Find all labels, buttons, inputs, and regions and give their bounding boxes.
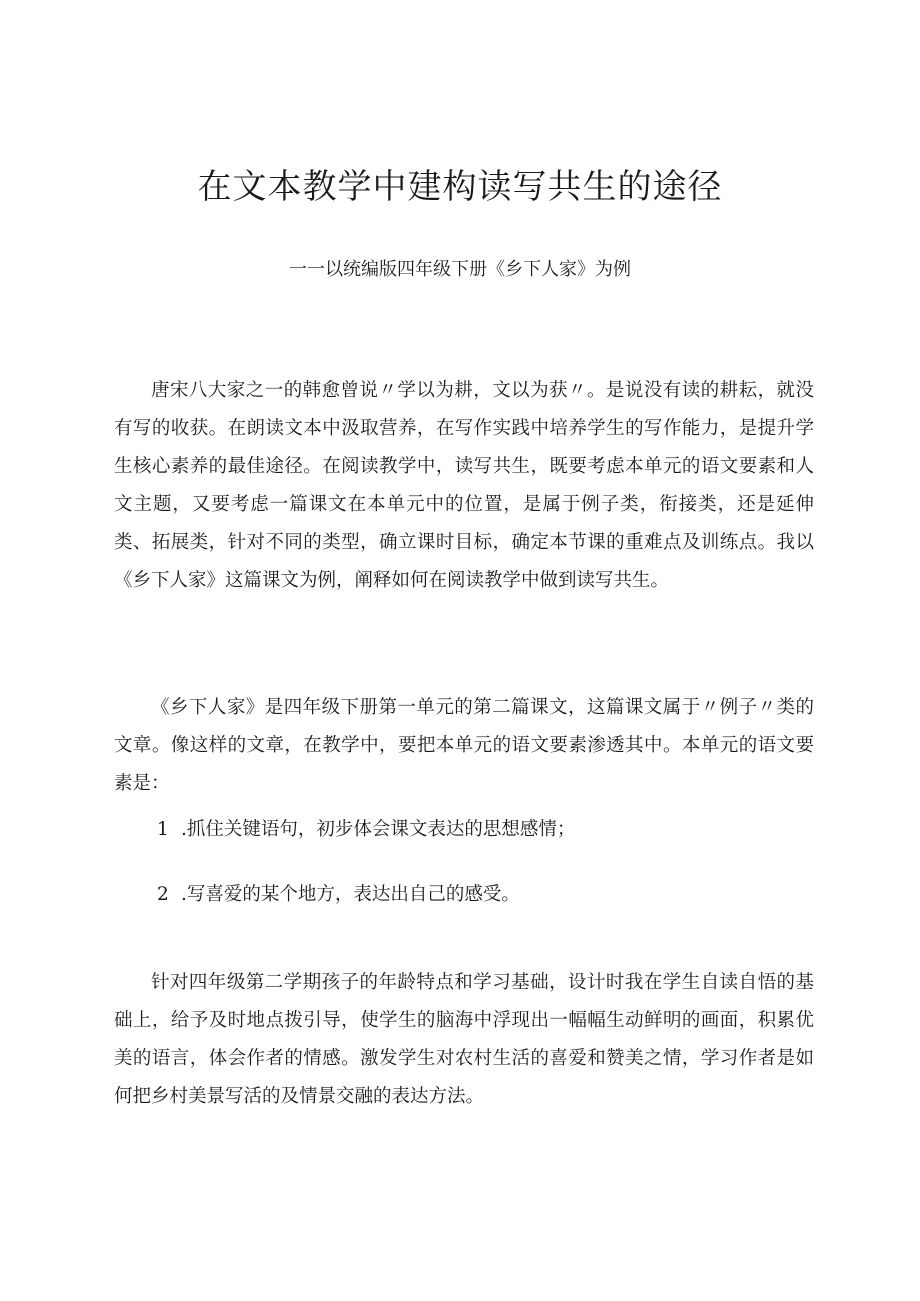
body-paragraph-3: 针对四年级第二学期孩子的年龄特点和学习基础，设计时我在学生自读自悟的基础上，给予及时地点拨引导，使学生的脑海中浮现出一幅幅生动鲜明的画面，积累优美的语言，体会作者的情感。激发学生对农村生活的喜爱和赞美之情，学习作者是如何把乡村美景写活的及情景交融的表达方法。 bbox=[114, 972, 814, 1107]
body-paragraph-1: 唐宋八大家之一的韩愈曾说〃学以为耕，文以为获〃。是说没有读的耕耘，就没有写的收获。在朗读文本中汲取营养，在写作实践中培养学生的写作能力，是提升学生核心素养的最佳途径。在阅读教学中，读写共生，既要考虑本单元的语文要素和人文主题，又要考虑一篇课文在本单元中的位置，是属于例子类，衔接类，还是延伸类、拓展类，针对不同的类型，确立课时目标，确定本节课的重难点及训练点。我以《乡下人家》这篇课文为例，阐释如何在阅读教学中做到读写共生。 bbox=[114, 380, 814, 591]
list-item bbox=[114, 811, 814, 849]
list-item-text: .抓住关键语句，初步体会课文表达的思想感情； bbox=[181, 819, 576, 840]
list-item-number: 2 bbox=[157, 884, 169, 905]
body-paragraph-2: 《乡下人家》是四年级下册第一单元的第二篇课文，这篇课文属于〃例子〃类的文章。像这样的文章，在教学中，要把本单元的语文要素渗透其中。本单元的语文要素是： bbox=[114, 697, 814, 794]
list-item bbox=[114, 876, 814, 914]
list-item-number: 1 bbox=[157, 819, 169, 840]
document-subtitle: 一一以统编版四年级下册《乡下人家》为例 bbox=[289, 259, 631, 280]
document-title: 在文本教学中建构读写共生的途径 bbox=[197, 167, 723, 207]
list-item-text: .写喜爱的某个地方，表达出自己的感受。 bbox=[181, 884, 520, 905]
